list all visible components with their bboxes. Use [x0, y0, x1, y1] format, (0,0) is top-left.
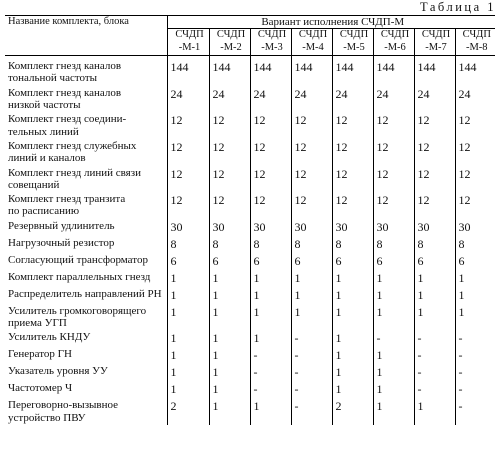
- row-value: 1: [373, 381, 414, 398]
- row-value: 24: [458, 86, 471, 101]
- row-value: 1: [291, 287, 332, 304]
- variant-header-bottom: -М-8: [465, 41, 488, 53]
- row-value: 12: [458, 166, 471, 181]
- column-header-variant-6: [373, 29, 414, 56]
- row-value: -: [458, 331, 463, 346]
- row-value: 1: [167, 381, 209, 398]
- table-row: [5, 236, 495, 253]
- row-name-line: Нагрузочный резистор: [8, 236, 115, 249]
- row-value: 1: [458, 287, 465, 302]
- table-row: [5, 253, 495, 270]
- row-value: 30: [209, 219, 250, 236]
- row-value: 12: [414, 192, 455, 219]
- row-value: 12: [414, 166, 455, 193]
- row-value: 1: [373, 287, 414, 304]
- row-value: 144: [458, 60, 477, 74]
- row-value: 6: [414, 253, 455, 270]
- row-value: 12: [167, 192, 209, 219]
- row-value: 1: [167, 347, 209, 364]
- row-value: 1: [209, 347, 250, 364]
- row-value: 1: [209, 381, 250, 398]
- row-value: 12: [291, 139, 332, 166]
- table-row: [5, 166, 495, 193]
- row-value: 12: [332, 112, 373, 139]
- row-name: [5, 192, 167, 219]
- table-row: [5, 304, 495, 331]
- row-value: 1: [167, 270, 209, 287]
- row-value: 8: [458, 236, 465, 251]
- row-value: 6: [458, 253, 465, 268]
- variant-header-top: СЧДП: [298, 29, 328, 40]
- row-value: -: [250, 347, 291, 364]
- row-value: 1: [167, 304, 209, 331]
- row-name: [5, 219, 167, 236]
- row-name-line: линий и каналов: [8, 152, 86, 165]
- row-value: 144: [373, 56, 414, 86]
- variant-header-top: СЧДП: [175, 29, 204, 40]
- row-value: -: [414, 330, 455, 347]
- row-value: -: [458, 399, 463, 414]
- row-name-line: Переговорно-вызывное: [8, 399, 119, 412]
- row-value: -: [373, 330, 414, 347]
- row-value: 30: [250, 219, 291, 236]
- table-row: [5, 330, 495, 347]
- row-name-line: Усилитель громкоговорящего: [8, 304, 147, 317]
- row-value: -: [458, 382, 463, 397]
- row-value: 1: [332, 287, 373, 304]
- row-value: 12: [209, 192, 250, 219]
- row-value: 24: [209, 86, 250, 113]
- row-value: 1: [332, 347, 373, 364]
- row-value: 144: [167, 56, 209, 86]
- row-value: 1: [414, 270, 455, 287]
- row-value: 24: [291, 86, 332, 113]
- table-row: [5, 86, 495, 113]
- row-value: 30: [332, 219, 373, 236]
- variant-header-top: СЧДП: [380, 29, 410, 40]
- table-row: [5, 381, 495, 398]
- variant-header-top: СЧДП: [257, 29, 287, 40]
- row-name-line: Частотомер Ч: [8, 382, 73, 395]
- row-name: [5, 236, 167, 253]
- row-value: 8: [167, 236, 209, 253]
- row-name-line: Генератор ГН: [8, 348, 72, 361]
- row-name: [5, 398, 167, 425]
- column-header-name: Название комплекта, блока: [5, 16, 167, 56]
- row-value: 12: [458, 193, 471, 208]
- row-value: -: [291, 398, 332, 425]
- column-header-variant-4: [291, 29, 332, 56]
- row-name-line: Комплект гнезд транзита: [8, 193, 126, 206]
- row-value: 1: [291, 270, 332, 287]
- row-value: 12: [167, 139, 209, 166]
- row-value: -: [291, 347, 332, 364]
- column-header-variant-1: [167, 29, 209, 56]
- row-value: 1: [250, 270, 291, 287]
- row-value: 1: [250, 398, 291, 425]
- row-value: -: [414, 364, 455, 381]
- row-value: 12: [209, 166, 250, 193]
- row-name: [5, 364, 167, 381]
- table-row: [5, 270, 495, 287]
- row-value: -: [414, 381, 455, 398]
- row-value: 1: [373, 364, 414, 381]
- row-name-line: приема УГП: [8, 317, 67, 330]
- row-value: 1: [458, 270, 465, 285]
- row-value: 144: [332, 56, 373, 86]
- row-value: 144: [209, 56, 250, 86]
- row-value: 12: [250, 192, 291, 219]
- row-name-line: Усилитель КНДУ: [8, 331, 91, 344]
- variant-header-top: СЧДП: [421, 29, 451, 40]
- row-value: 12: [332, 192, 373, 219]
- row-value: 1: [332, 364, 373, 381]
- variant-header-bottom: -М-5: [343, 41, 365, 53]
- row-name-line: Комплект гнезд служебных: [8, 139, 137, 152]
- row-name: [5, 139, 167, 166]
- row-name-line: Комплект гнезд соедини-: [8, 113, 127, 126]
- variant-header-top: СЧДП: [339, 29, 369, 40]
- row-value: 1: [209, 364, 250, 381]
- row-value: 12: [332, 139, 373, 166]
- row-value: 1: [332, 270, 373, 287]
- row-value: 30: [458, 219, 471, 234]
- row-value: 30: [414, 219, 455, 236]
- row-name-line: Комплект гнезд каналов: [8, 86, 122, 99]
- row-name-line: Согласующий трансформатор: [8, 253, 148, 266]
- row-value: -: [458, 348, 463, 363]
- table-caption: Таблица 1: [420, 0, 496, 14]
- row-name: [5, 381, 167, 398]
- row-value: 24: [414, 86, 455, 113]
- table-row: [5, 56, 495, 86]
- row-value: -: [250, 364, 291, 381]
- row-value: 6: [291, 253, 332, 270]
- row-value: 2: [167, 398, 209, 425]
- row-name-line: Комплект гнезд каналов: [8, 60, 122, 72]
- table-row: [5, 398, 495, 425]
- row-value: 144: [414, 56, 455, 86]
- row-value: 1: [414, 287, 455, 304]
- variant-header-bottom: -М-4: [302, 41, 324, 53]
- row-value: 6: [209, 253, 250, 270]
- row-value: 12: [414, 139, 455, 166]
- column-header-variant-3: [250, 29, 291, 56]
- row-name: [5, 347, 167, 364]
- row-name-line: низкой частоты: [8, 98, 81, 111]
- table-row: [5, 287, 495, 304]
- row-value: -: [414, 347, 455, 364]
- row-value: 1: [373, 347, 414, 364]
- table-body: [5, 56, 495, 426]
- row-value: 12: [458, 139, 471, 154]
- row-value: 12: [250, 166, 291, 193]
- row-value: 1: [291, 304, 332, 331]
- row-value: 12: [291, 112, 332, 139]
- row-value: 144: [250, 56, 291, 86]
- row-value: 1: [458, 304, 465, 319]
- row-value: 12: [250, 112, 291, 139]
- row-name: [5, 112, 167, 139]
- row-name: [5, 330, 167, 347]
- row-value: 12: [332, 166, 373, 193]
- row-name-line: устройство ПВУ: [8, 411, 86, 424]
- row-value: 24: [250, 86, 291, 113]
- composition-table: [5, 15, 495, 425]
- row-value: 12: [291, 192, 332, 219]
- row-value: -: [291, 330, 332, 347]
- row-value: 1: [250, 330, 291, 347]
- row-name-line: по расписанию: [8, 205, 80, 218]
- row-value: -: [458, 365, 463, 380]
- row-value: 1: [209, 270, 250, 287]
- row-value: 6: [167, 253, 209, 270]
- row-value: 1: [167, 364, 209, 381]
- variant-header-top: СЧДП: [216, 29, 246, 40]
- row-value: 12: [291, 166, 332, 193]
- row-value: 1: [414, 304, 455, 331]
- table-row: [5, 192, 495, 219]
- column-header-variant-7: [414, 29, 455, 56]
- row-value: 12: [209, 112, 250, 139]
- row-value: 6: [373, 253, 414, 270]
- row-name: [5, 287, 167, 304]
- table-row: [5, 139, 495, 166]
- row-value: 8: [373, 236, 414, 253]
- row-value: 1: [250, 287, 291, 304]
- row-value: 1: [332, 381, 373, 398]
- row-name: [5, 270, 167, 287]
- row-value: 1: [373, 304, 414, 331]
- row-name: [5, 166, 167, 193]
- column-header-variant-group: Вариант исполнения СЧДП-М: [167, 16, 495, 29]
- row-value: 8: [332, 236, 373, 253]
- row-value: 6: [332, 253, 373, 270]
- row-value: -: [291, 364, 332, 381]
- row-name: [5, 86, 167, 113]
- variant-header-bottom: -М-7: [425, 41, 447, 53]
- row-value: 24: [167, 86, 209, 113]
- row-name: [5, 304, 167, 331]
- row-value: 12: [373, 166, 414, 193]
- row-value: 1: [414, 398, 455, 425]
- variant-header-bottom: -М-6: [384, 41, 406, 53]
- column-header-variant-5: [332, 29, 373, 56]
- row-value: 1: [167, 287, 209, 304]
- row-name: [5, 56, 167, 86]
- row-value: 30: [373, 219, 414, 236]
- row-name-line: тональной частоты: [8, 72, 98, 85]
- row-value: 8: [250, 236, 291, 253]
- row-value: 1: [373, 398, 414, 425]
- row-name-line: совещаний: [8, 178, 60, 191]
- row-value: 12: [250, 139, 291, 166]
- row-name: [5, 253, 167, 270]
- row-value: 1: [332, 304, 373, 331]
- header-row-group: [5, 16, 495, 29]
- row-value: 12: [209, 139, 250, 166]
- row-value: 24: [332, 86, 373, 113]
- row-value: 1: [209, 398, 250, 425]
- row-name-line: Комплект гнезд линий связи: [8, 166, 141, 179]
- row-value: 12: [167, 166, 209, 193]
- table-row: [5, 347, 495, 364]
- table-row: [5, 364, 495, 381]
- column-header-variant-2: [209, 29, 250, 56]
- row-value: 1: [373, 270, 414, 287]
- variant-header-bottom: -М-2: [220, 41, 242, 53]
- row-value: 12: [414, 112, 455, 139]
- variant-header-bottom: -М-1: [178, 41, 201, 53]
- row-value: 12: [167, 112, 209, 139]
- row-value: 12: [458, 113, 471, 128]
- row-value: 8: [414, 236, 455, 253]
- variant-header-top: СЧДП: [462, 29, 491, 40]
- row-value: 1: [209, 330, 250, 347]
- row-value: 1: [209, 304, 250, 331]
- row-name-line: Указатель уровня УУ: [8, 365, 108, 378]
- row-value: -: [250, 381, 291, 398]
- column-header-variant-8: [455, 29, 495, 56]
- row-value: 2: [332, 398, 373, 425]
- row-value: 12: [373, 112, 414, 139]
- row-value: 8: [209, 236, 250, 253]
- row-name-line: тельных линий: [8, 125, 79, 138]
- row-value: 1: [167, 330, 209, 347]
- row-value: 144: [291, 56, 332, 86]
- row-name-line: Распределитель направлений РН: [8, 287, 162, 300]
- row-value: 1: [250, 304, 291, 331]
- row-name-line: Резервный удлинитель: [8, 219, 115, 232]
- row-name-line: Комплект параллельных гнезд: [8, 270, 151, 283]
- row-value: 30: [291, 219, 332, 236]
- row-value: 6: [250, 253, 291, 270]
- row-value: 12: [373, 139, 414, 166]
- row-value: -: [291, 381, 332, 398]
- table-row: [5, 219, 495, 236]
- row-value: 24: [373, 86, 414, 113]
- row-value: 30: [167, 219, 209, 236]
- row-value: 1: [332, 330, 373, 347]
- variant-header-bottom: -М-3: [261, 41, 283, 53]
- row-value: 12: [373, 192, 414, 219]
- row-value: 1: [209, 287, 250, 304]
- table-row: [5, 112, 495, 139]
- row-value: 8: [291, 236, 332, 253]
